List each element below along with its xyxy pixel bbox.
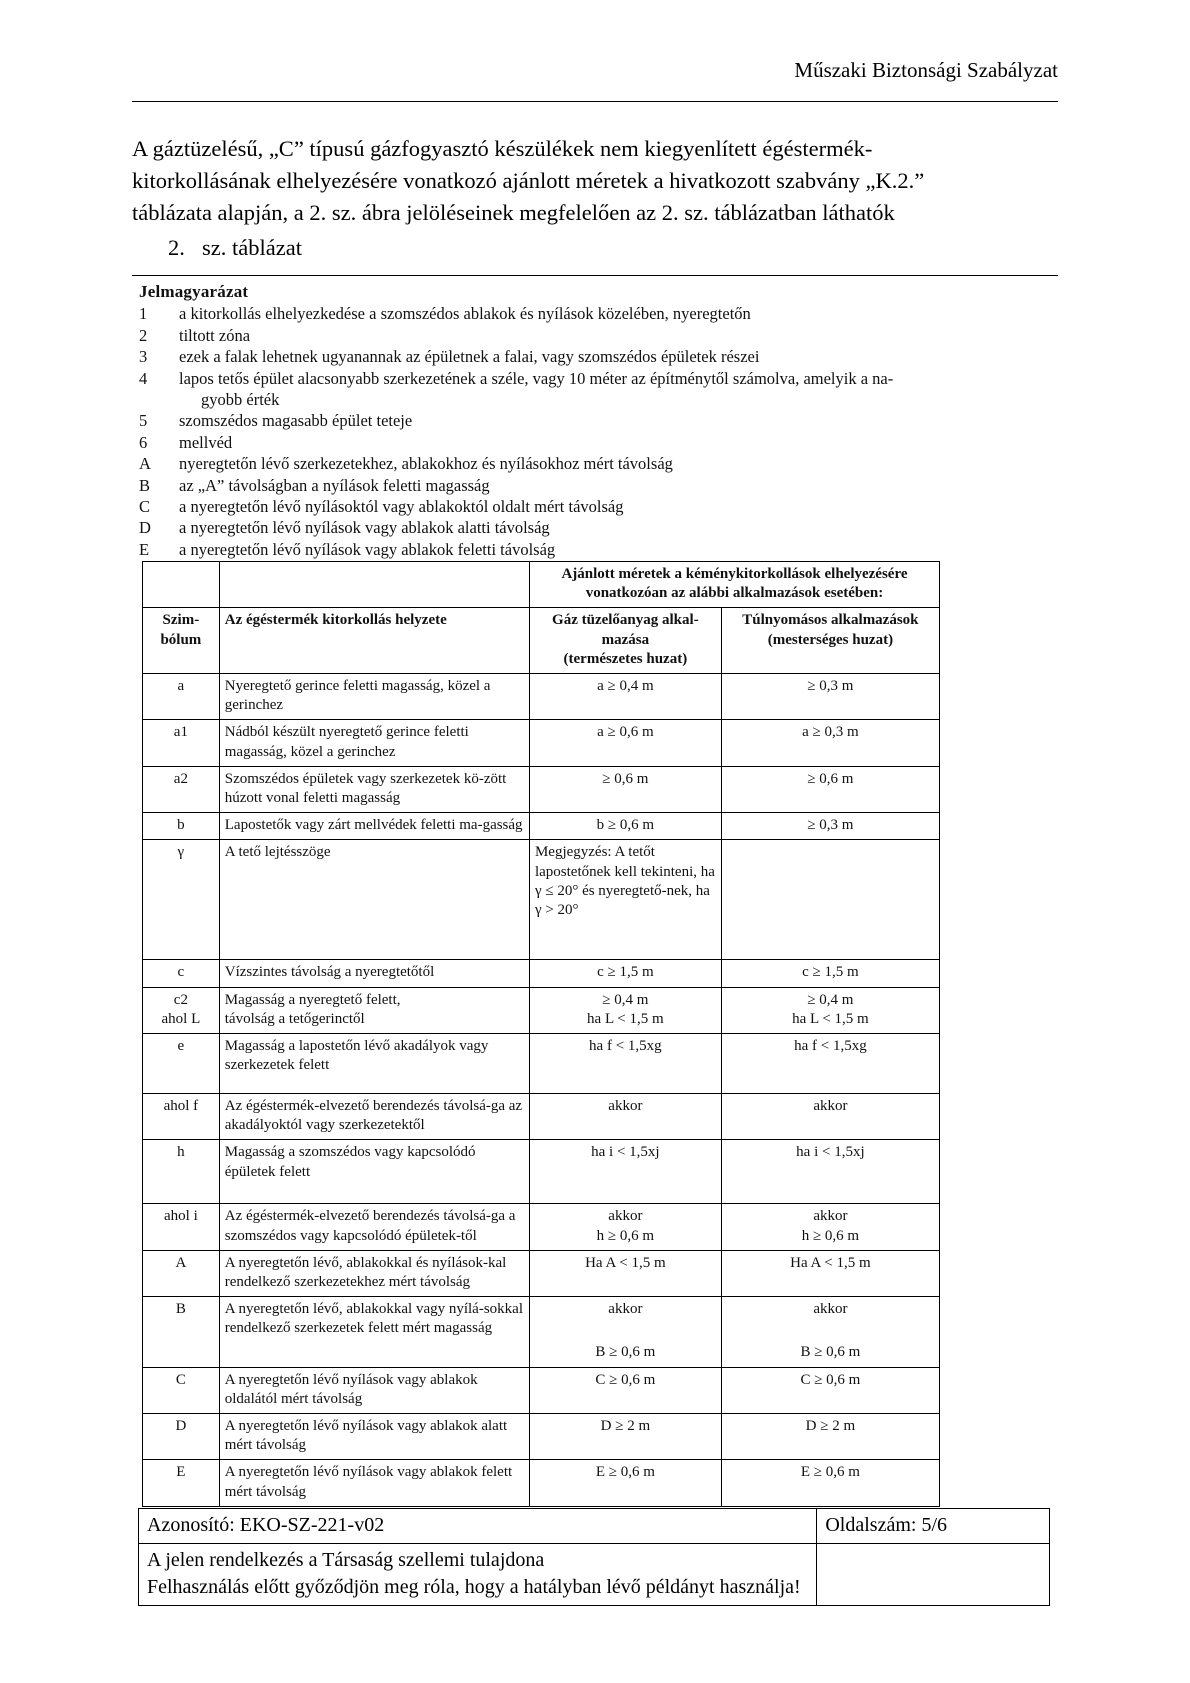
cell-overpressure-line-2: h ≥ 0,6 m xyxy=(801,1227,860,1244)
legend-item-key: 2 xyxy=(139,325,148,345)
cell-description: Lapostetők vagy zárt mellvédek feletti ma-gasság xyxy=(219,813,529,840)
cell-description xyxy=(219,987,529,1033)
footer-notice-line-1: A jelen rendelkezés a Társaság szellemi tulajdona xyxy=(147,1549,545,1571)
header-divider-rule xyxy=(132,101,1058,102)
cell-gas-value: E ≥ 0,6 m xyxy=(529,1460,721,1506)
column-header-symbol xyxy=(143,608,220,674)
column-header-symbol-line-2: bólum xyxy=(160,631,202,648)
cell-symbol: h xyxy=(143,1140,220,1204)
column-header-gas-line-3: (természetes huzat) xyxy=(563,650,688,667)
cell-gas-value: ≥ 0,6 m xyxy=(529,766,721,812)
empty-header-symbol xyxy=(143,562,220,608)
cell-symbol: A xyxy=(143,1250,220,1296)
cell-symbol: D xyxy=(143,1414,220,1460)
footer-notice xyxy=(139,1544,817,1606)
cell-gas-value: D ≥ 2 m xyxy=(529,1414,721,1460)
legend-divider-rule xyxy=(132,275,1058,276)
footer-notice-line-2: Felhasználás előtt győződjön meg róla, hogy a hatályban lévő példányt használja! xyxy=(147,1576,801,1598)
table-column-header-row xyxy=(143,608,940,674)
footer-notice-empty xyxy=(817,1544,1050,1606)
group-header-line-2: vonatkozóan az alábbi alkalmazások esetében: xyxy=(585,585,884,602)
legend-title: Jelmagyarázat xyxy=(139,282,249,301)
legend-item xyxy=(139,303,1059,324)
cell-overpressure-value xyxy=(721,1297,939,1367)
table-group-header-row xyxy=(143,562,940,608)
cell-overpressure-line-1: ≥ 0,4 m xyxy=(807,991,854,1008)
cell-description: A nyeregtetőn lévő, ablakokkal és nyílások-kal rendelkező szerkezetekhez mért távolság xyxy=(219,1250,529,1296)
legend-item-key: E xyxy=(139,539,150,559)
cell-description: Az égéstermék-elvezető berendezés távolsá-ga a szomszédos vagy kapcsolódó épületek-től xyxy=(219,1204,529,1250)
cell-gas-value: C ≥ 0,6 m xyxy=(529,1367,721,1413)
cell-gas-value: b ≥ 0,6 m xyxy=(529,813,721,840)
cell-symbol: c xyxy=(143,960,220,987)
cell-description-line-1: Magasság a nyeregtető felett, xyxy=(224,991,401,1008)
cell-gas-value: Megjegyzés: A tetőt lapostetőnek kell tekinteni, ha γ ≤ 20° és nyeregtető-nek, ha γ > 20° xyxy=(529,840,721,960)
legend-block xyxy=(139,281,1059,560)
column-header-description: Az égéstermék kitorkollás helyzete xyxy=(219,608,529,674)
legend-item xyxy=(139,410,1059,431)
cell-gas-value: ha f < 1,5xg xyxy=(529,1034,721,1094)
table-row xyxy=(143,813,940,840)
legend-item-text: nyeregtetőn lévő szerkezetekhez, ablakokhoz és nyílásokhoz mért távolság xyxy=(179,454,673,474)
table-row xyxy=(143,1034,940,1094)
legend-item-text: a kitorkollás elhelyezkedése a szomszédos ablakok és nyílások közelében, nyeregtetőn xyxy=(179,304,751,324)
cell-description: A nyeregtetőn lévő nyílások vagy ablakok felett mért távolság xyxy=(219,1460,529,1506)
cell-description: A nyeregtetőn lévő nyílások vagy ablakok alatt mért távolság xyxy=(219,1414,529,1460)
cell-description: A tető lejtésszöge xyxy=(219,840,529,960)
legend-item-key: 6 xyxy=(139,432,148,452)
column-header-overpressure xyxy=(721,608,939,674)
cell-gas-value: a ≥ 0,4 m xyxy=(529,674,721,720)
cell-symbol: a2 xyxy=(143,766,220,812)
legend-item-key: D xyxy=(139,518,151,538)
table-row xyxy=(143,1414,940,1460)
cell-gas-value: c ≥ 1,5 m xyxy=(529,960,721,987)
cell-description: Vízszintes távolság a nyeregtetőtől xyxy=(219,960,529,987)
table-caption xyxy=(168,233,302,263)
table-row xyxy=(143,1460,940,1506)
legend-item-text: az „A” távolságban a nyílások feletti magasság xyxy=(179,475,490,495)
footer-identifier: Azonosító: EKO-SZ-221-v02 xyxy=(139,1509,817,1544)
cell-overpressure-value: ha i < 1,5xj xyxy=(721,1140,939,1204)
cell-symbol: a1 xyxy=(143,720,220,766)
table-row xyxy=(143,1204,940,1250)
table-row xyxy=(143,987,940,1033)
table-row xyxy=(143,1250,940,1296)
cell-symbol: C xyxy=(143,1367,220,1413)
document-header-title: Műszaki Biztonsági Szabályzat xyxy=(794,58,1058,82)
cell-gas-line-1: akkor xyxy=(608,1301,643,1318)
cell-symbol: b xyxy=(143,813,220,840)
legend-item-key: C xyxy=(139,497,151,517)
table-row xyxy=(143,674,940,720)
column-header-symbol-line-1: Szim- xyxy=(162,612,200,629)
cell-gas-value: ha i < 1,5xj xyxy=(529,1140,721,1204)
cell-overpressure-value: C ≥ 0,6 m xyxy=(721,1367,939,1413)
intro-line-3: táblázata alapján, a 2. sz. ábra jelöléseinek megfelelően az 2. sz. táblázatban láthatók xyxy=(132,200,895,225)
table-row xyxy=(143,1297,940,1367)
legend-item-key: 4 xyxy=(139,368,148,388)
cell-symbol: ahol i xyxy=(143,1204,220,1250)
cell-overpressure-value: a ≥ 0,3 m xyxy=(721,720,939,766)
legend-item-text: a nyeregtetőn lévő nyílások vagy ablakok feletti távolság xyxy=(179,539,556,559)
legend-item-key: A xyxy=(139,454,151,474)
legend-item-text: ezek a falak lehetnek ugyanannak az épületnek a falai, vagy szomszédos épületek részei xyxy=(179,347,760,367)
table-caption-number: 2. xyxy=(168,235,185,260)
column-header-gas-line-1: Gáz tüzelőanyag alkal- xyxy=(552,612,699,629)
legend-item xyxy=(139,432,1059,453)
cell-description: A nyeregtetőn lévő nyílások vagy ablakok oldalától mért távolság xyxy=(219,1367,529,1413)
table-row xyxy=(143,1367,940,1413)
legend-item-key: 3 xyxy=(139,347,148,367)
cell-symbol: ahol f xyxy=(143,1094,220,1140)
cell-overpressure-value: akkor xyxy=(721,1094,939,1140)
table-caption-text: sz. táblázat xyxy=(202,235,302,260)
legend-item xyxy=(139,346,1059,367)
empty-header-description xyxy=(219,562,529,608)
cell-overpressure-value xyxy=(721,987,939,1033)
legend-item-text: szomszédos magasabb épület teteje xyxy=(179,411,413,431)
table-row xyxy=(143,766,940,812)
legend-item-text-main: lapos tetős épület alacsonyabb szerkezetének a széle, vagy 10 méter az építménytől számolva, amelyik a na- xyxy=(179,368,894,388)
table-row xyxy=(143,1140,940,1204)
table-head xyxy=(143,562,940,674)
intro-line-2: kitorkollásának elhelyezésére vonatkozó ajánlott méretek a hivatkozott szabvány „K.2.” xyxy=(132,168,925,193)
cell-description: Magasság a lapostetőn lévő akadályok vagy szerkezetek felett xyxy=(219,1034,529,1094)
legend-item xyxy=(139,368,1059,411)
cell-overpressure-value: E ≥ 0,6 m xyxy=(721,1460,939,1506)
footer-body xyxy=(139,1509,1050,1606)
cell-description: Szomszédos épületek vagy szerkezetek kö-zött húzott vonal feletti magasság xyxy=(219,766,529,812)
cell-description-line-2: távolság a tetőgerinctől xyxy=(224,1010,365,1027)
cell-gas-value xyxy=(529,987,721,1033)
cell-overpressure-value: c ≥ 1,5 m xyxy=(721,960,939,987)
group-header-recommended-sizes xyxy=(529,562,939,608)
cell-symbol: E xyxy=(143,1460,220,1506)
cell-overpressure-value: ≥ 0,3 m xyxy=(721,674,939,720)
cell-description: Nádból készült nyeregtető gerince feletti magasság, közel a gerinchez xyxy=(219,720,529,766)
intro-line-1: A gáztüzelésű, „C” típusú gázfogyasztó készülékek nem kiegyenlített égéstermék- xyxy=(132,136,873,161)
cell-gas-line-1: akkor xyxy=(608,1208,643,1225)
legend-item-text-continuation: gyobb érték xyxy=(201,390,280,410)
cell-overpressure-value: D ≥ 2 m xyxy=(721,1414,939,1460)
table-row xyxy=(143,1094,940,1140)
cell-overpressure-value xyxy=(721,840,939,960)
cell-description: A nyeregtetőn lévő, ablakokkal vagy nyílá-sokkal rendelkező szerkezetek felett mért magasság xyxy=(219,1297,529,1367)
cell-overpressure-value: ha f < 1,5xg xyxy=(721,1034,939,1094)
footer-row-notice xyxy=(139,1544,1050,1606)
cell-symbol-line-1: c2 xyxy=(173,991,188,1008)
legend-item-key: 1 xyxy=(139,304,148,324)
cell-symbol-line-2: ahol L xyxy=(161,1010,201,1027)
legend-item-key: 5 xyxy=(139,411,148,431)
column-header-overpressure-line-1: Túlnyomásos alkalmazások xyxy=(742,612,919,629)
column-header-overpressure-line-2: (mesterséges huzat) xyxy=(767,631,894,648)
cell-gas-value xyxy=(529,1297,721,1367)
cell-symbol: a xyxy=(143,674,220,720)
legend-item xyxy=(139,517,1059,538)
cell-gas-line-2: ha L < 1,5 m xyxy=(587,1010,664,1027)
cell-overpressure-line-2: B ≥ 0,6 m xyxy=(800,1344,861,1361)
cell-symbol: γ xyxy=(143,840,220,960)
legend-item-key: B xyxy=(139,475,151,495)
cell-gas-line-2: B ≥ 0,6 m xyxy=(595,1344,656,1361)
column-header-gas-fuel xyxy=(529,608,721,674)
legend-item xyxy=(139,453,1059,474)
legend-item-text: tiltott zóna xyxy=(179,325,251,345)
column-header-gas-line-2: mazása xyxy=(601,631,650,648)
legend-item xyxy=(139,496,1059,517)
legend-item-text: a nyeregtetőn lévő nyílásoktól vagy ablakoktól oldalt mért távolság xyxy=(179,497,624,517)
cell-symbol xyxy=(143,987,220,1033)
cell-gas-value: Ha A < 1,5 m xyxy=(529,1250,721,1296)
intro-paragraph xyxy=(132,133,1058,229)
group-header-line-1: Ajánlott méretek a kéménykitorkollások elhelyezésére xyxy=(561,566,908,582)
cell-overpressure-value: ≥ 0,6 m xyxy=(721,766,939,812)
legend-item-text xyxy=(179,368,1059,411)
cell-overpressure-line-1: akkor xyxy=(813,1301,848,1318)
cell-gas-line-2: h ≥ 0,6 m xyxy=(596,1227,655,1244)
table-row xyxy=(143,720,940,766)
legend-item xyxy=(139,325,1059,346)
legend-item xyxy=(139,475,1059,496)
table-row xyxy=(143,960,940,987)
cell-gas-line-1: ≥ 0,4 m xyxy=(602,991,649,1008)
legend-item-text: a nyeregtetőn lévő nyílások vagy ablakok alatti távolság xyxy=(179,518,550,538)
cell-description: Az égéstermék-elvezető berendezés távolsá-ga az akadályoktól vagy szerkezetektől xyxy=(219,1094,529,1140)
cell-gas-value xyxy=(529,1204,721,1250)
cell-gas-value: akkor xyxy=(529,1094,721,1140)
table-row xyxy=(143,840,940,960)
cell-description: Nyeregtető gerince feletti magasság, közel a gerinchez xyxy=(219,674,529,720)
cell-symbol: e xyxy=(143,1034,220,1094)
cell-overpressure-value xyxy=(721,1204,939,1250)
cell-overpressure-value: ≥ 0,3 m xyxy=(721,813,939,840)
cell-overpressure-line-2: ha L < 1,5 m xyxy=(792,1010,869,1027)
footer-row-identifier xyxy=(139,1509,1050,1544)
footer-page-number: Oldalszám: 5/6 xyxy=(817,1509,1050,1544)
cell-overpressure-value: Ha A < 1,5 m xyxy=(721,1250,939,1296)
dimensions-table xyxy=(142,561,940,1507)
cell-gas-value: a ≥ 0,6 m xyxy=(529,720,721,766)
cell-description: Magasság a szomszédos vagy kapcsolódó épületek felett xyxy=(219,1140,529,1204)
legend-item xyxy=(139,539,1059,560)
document-footer-table xyxy=(138,1508,1050,1606)
cell-overpressure-line-1: akkor xyxy=(813,1208,848,1225)
table-body xyxy=(143,674,940,1507)
cell-symbol: B xyxy=(143,1297,220,1367)
legend-item-text: mellvéd xyxy=(179,432,233,452)
